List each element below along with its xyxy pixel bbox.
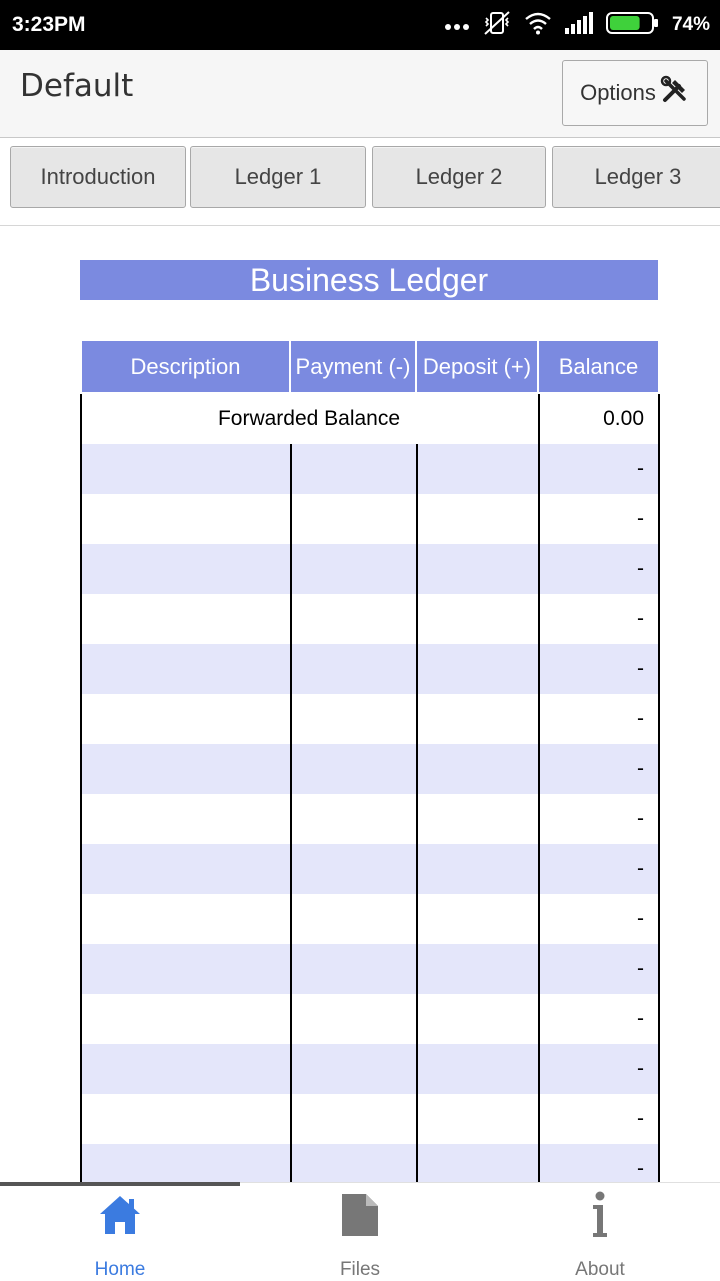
nav-label-about: About: [575, 1259, 625, 1280]
column-header-payment: Payment (-): [291, 341, 415, 392]
forwarded-balance-row: [80, 394, 660, 444]
row-balance: -: [637, 1157, 644, 1180]
vibrate-off-icon: [482, 9, 512, 41]
home-icon: [98, 1191, 142, 1239]
info-icon: [590, 1191, 610, 1239]
table-row[interactable]: [80, 1094, 660, 1144]
table-row[interactable]: [80, 844, 660, 894]
table-row[interactable]: [80, 694, 660, 744]
table-row[interactable]: [80, 494, 660, 544]
wifi-icon: [524, 11, 552, 39]
file-icon: [340, 1191, 380, 1239]
battery-icon: [606, 11, 660, 39]
column-divider-payment: [290, 444, 292, 1194]
table-row[interactable]: [80, 894, 660, 944]
table-row[interactable]: [80, 944, 660, 994]
column-divider-deposit: [416, 444, 418, 1194]
page-title: Default: [20, 68, 134, 104]
tab-label: Ledger 1: [234, 164, 322, 189]
table-border-right: [658, 394, 660, 1194]
table-row[interactable]: [80, 994, 660, 1044]
table-row[interactable]: [80, 544, 660, 594]
status-icons: [444, 10, 710, 40]
row-balance: -: [637, 457, 644, 480]
ledger-tabs: [0, 138, 720, 226]
nav-files[interactable]: [240, 1183, 480, 1281]
options-label: Options: [580, 80, 656, 105]
signal-icon: [564, 11, 594, 39]
column-divider-balance: [538, 394, 540, 1194]
column-header-deposit: Deposit (+): [417, 341, 537, 392]
table-row[interactable]: [80, 744, 660, 794]
row-balance: -: [637, 707, 644, 730]
forwarded-balance-value[interactable]: 0.00: [603, 407, 644, 430]
nav-label-files: Files: [339, 1259, 381, 1280]
nav-label-home: Home: [94, 1259, 146, 1280]
table-row[interactable]: [80, 594, 660, 644]
forwarded-balance-label: Forwarded Balance: [217, 407, 401, 430]
tab-introduction[interactable]: [10, 146, 186, 208]
tab-ledger-1[interactable]: [190, 146, 366, 208]
table-row[interactable]: [80, 644, 660, 694]
row-balance: -: [637, 557, 644, 580]
table-row[interactable]: [80, 794, 660, 844]
tab-ledger-3[interactable]: [552, 146, 720, 208]
row-balance: -: [637, 857, 644, 880]
row-balance: -: [637, 1107, 644, 1130]
row-balance: -: [637, 1007, 644, 1030]
row-balance: -: [637, 507, 644, 530]
table-row[interactable]: [80, 1044, 660, 1094]
bottom-nav: [0, 1182, 720, 1281]
ledger-title: Business Ledger: [80, 260, 658, 300]
app-bar: [0, 50, 720, 138]
row-balance: -: [637, 907, 644, 930]
battery-percent: 74%: [671, 14, 710, 35]
tools-icon: [660, 75, 690, 111]
tab-label: Introduction: [40, 164, 156, 189]
options-button[interactable]: [562, 60, 708, 126]
tab-label: Ledger 2: [415, 164, 503, 189]
status-time: 3:23PM: [12, 13, 86, 36]
tab-label: Ledger 3: [594, 164, 682, 189]
nav-home[interactable]: [0, 1183, 240, 1281]
status-bar: [0, 0, 720, 50]
row-balance: -: [637, 1057, 644, 1080]
row-balance: -: [637, 657, 644, 680]
row-balance: -: [637, 757, 644, 780]
table-row[interactable]: [80, 444, 660, 494]
nav-about[interactable]: [480, 1183, 720, 1281]
table-border-left: [80, 394, 82, 1194]
column-header-balance: Balance: [539, 341, 658, 392]
row-balance: -: [637, 607, 644, 630]
column-header-description: Description: [82, 341, 289, 392]
table-header: [80, 341, 658, 394]
tab-ledger-2[interactable]: [372, 146, 546, 208]
more-dots-icon: [444, 16, 470, 35]
row-balance: -: [637, 807, 644, 830]
row-balance: -: [637, 957, 644, 980]
